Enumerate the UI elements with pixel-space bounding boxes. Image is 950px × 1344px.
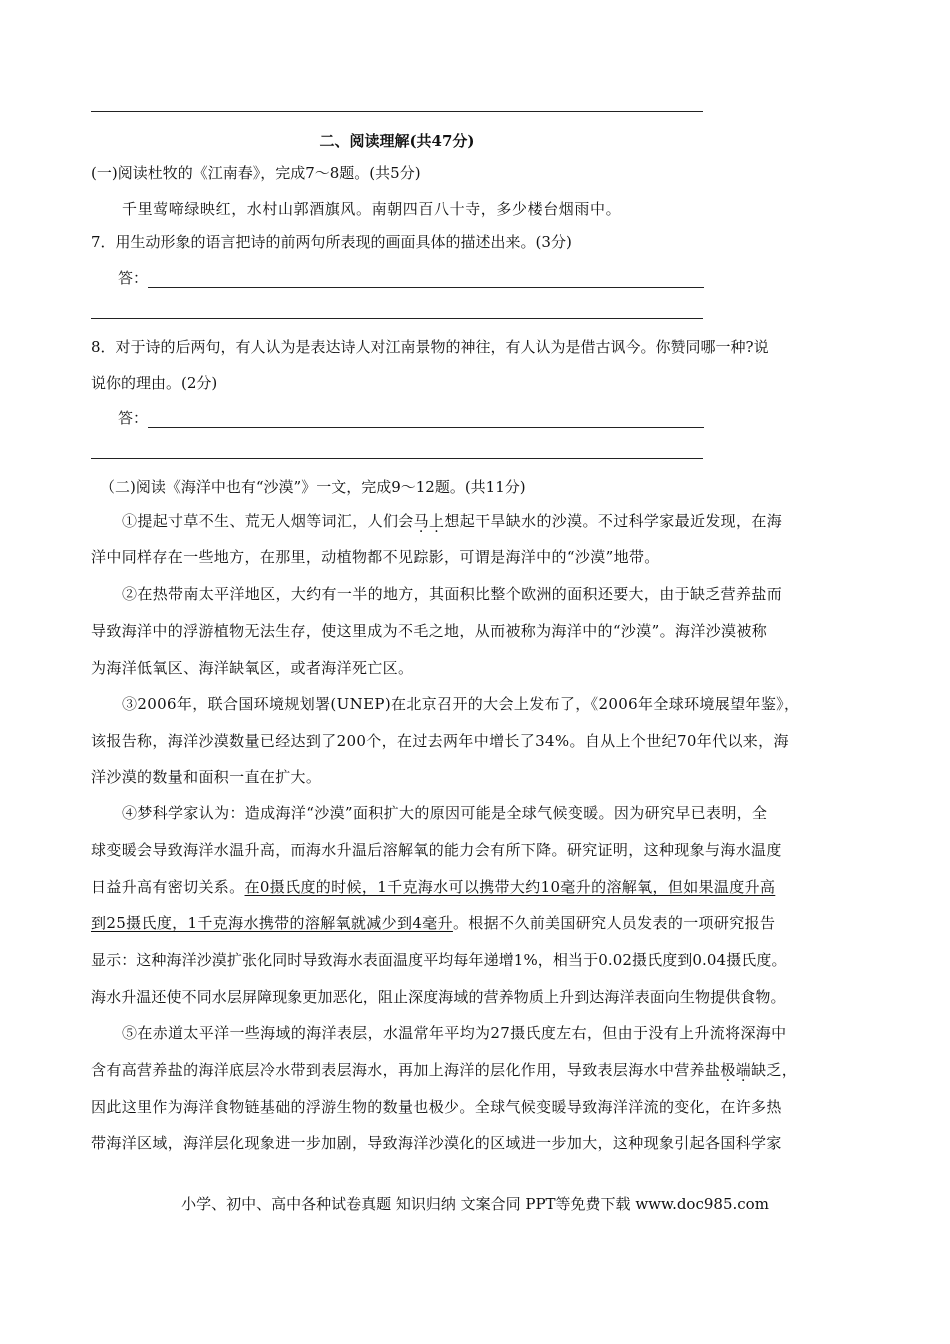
paragraph-3-line-3: 洋沙漠的数量和面积一直在扩大。 bbox=[91, 768, 322, 786]
paragraph-5-line-4: 带海洋区域，海洋层化现象进一步加剧，导致海洋沙漠化的区域进一步加大，这种现象引起各国科学家 bbox=[91, 1134, 782, 1152]
poem-text: 千里莺啼绿映红，水村山郭酒旗风。南朝四百八十寺，多少楼台烟雨中。 bbox=[122, 200, 622, 218]
emphasis-dot-char: 端 bbox=[735, 1061, 752, 1079]
underlined-sentence: 到25摄氏度，1千克海水携带的溶解氧就减少到4毫升 bbox=[91, 914, 453, 932]
section-title: 二、阅读理解(共47分) bbox=[319, 132, 475, 150]
emphasis-dot-char: 极 bbox=[720, 1061, 736, 1079]
part2-heading: （二)阅读《海洋中也有“沙漠”》一文，完成9～12题。(共11分) bbox=[100, 478, 526, 496]
paragraph-5-line-2 bbox=[91, 1060, 797, 1080]
paragraph-4-line-2: 球变暖会导致海洋水温升高，而海水升温后溶解氧的能力会有所下降。研究证明，这种现象与海水温度 bbox=[91, 841, 782, 859]
text-segment: 日益升高有密切关系。 bbox=[91, 878, 245, 896]
paragraph-5-line-3: 因此这里作为海洋食物链基础的浮游生物的数量也极少。全球气候变暖导致海洋洋流的变化，在许多热 bbox=[91, 1098, 782, 1116]
paragraph-4-line-6: 海水升温还使不同水层屏障现象更加恶化，阻止深度海域的营养物质上升到达海洋表面向生物提供食物。 bbox=[91, 988, 786, 1006]
answer-blank-line[interactable] bbox=[148, 271, 704, 288]
paragraph-4-line-5: 显示：这种海洋沙漠扩张化同时导致海水表面温度平均每年递增1%，相当于0.02摄氏度到0.04摄氏度。 bbox=[91, 951, 787, 969]
text-segment: 缺乏， bbox=[751, 1061, 798, 1079]
top-rule bbox=[91, 111, 703, 112]
question-8-line-1: 8．对于诗的后两句，有人认为是表达诗人对江南景物的神往，有人认为是借古讽今。你赞同哪一种?说 bbox=[91, 338, 769, 356]
page-footer: 小学、初中、高中各种试卷真题 知识归纳 文案合同 PPT等免费下载 www.doc985.com bbox=[181, 1195, 769, 1213]
paragraph-4-line-4 bbox=[91, 913, 775, 933]
paragraph-3-line-2: 该报告称，海洋沙漠数量已经达到了200个，在过去两年中增长了34%。自从上个世纪70年代以来，海 bbox=[91, 732, 789, 750]
paragraph-2-line-3: 为海洋低氧区、海洋缺氧区，或者海洋死亡区。 bbox=[91, 659, 414, 677]
answer-row-q7[interactable] bbox=[118, 268, 704, 288]
text-segment: 。根据不久前美国研究人员发表的一项研究报告 bbox=[452, 914, 776, 932]
part1-heading: (一)阅读杜牧的《江南春》，完成7～8题。(共5分) bbox=[91, 164, 421, 182]
paragraph-2-line-1: ②在热带南太平洋地区，大约有一半的地方，其面积比整个欧洲的面积还要大，由于缺乏营养盐而 bbox=[122, 585, 783, 603]
question-7: 7．用生动形象的语言把诗的前两句所表现的画面具体的描述出来。(3分) bbox=[91, 233, 572, 251]
underlined-sentence: 在0摄氏度的时候，1千克海水可以携带大约10毫升的溶解氧，但如果温度升高 bbox=[244, 878, 776, 896]
paragraph-1-line-2: 洋中同样存在一些地方，在那里，动植物都不见踪影，可谓是海洋中的“沙漠”地带。 bbox=[91, 548, 660, 566]
text-segment: 含有高营养盐的海洋底层冷水带到表层海水，再加上海洋的层化作用，导致表层海水中营养盐 bbox=[91, 1061, 721, 1079]
paragraph-5-line-1: ⑤在赤道太平洋一些海域的海洋表层，水温常年平均为27摄氏度左右，但由于没有上升流将深海中 bbox=[122, 1024, 787, 1042]
emphasis-dot-char: 上 bbox=[429, 512, 445, 530]
paragraph-2-line-2: 导致海洋中的浮游植物无法生存，使这里成为不毛之地，从而被称为海洋中的“沙漠”。海洋沙漠被称 bbox=[91, 622, 768, 640]
text-segment: 想起干旱缺水的沙漠。不过科学家最近发现，在海 bbox=[444, 512, 783, 530]
paragraph-4-line-1: ④梦科学家认为：造成海洋“沙漠”面积扩大的原因可能是全球气候变暖。因为研究早已表明，全 bbox=[122, 804, 768, 822]
paragraph-1-line-1 bbox=[122, 511, 782, 531]
answer-label: 答： bbox=[118, 269, 149, 287]
answer-extra-line-q8[interactable] bbox=[91, 458, 703, 459]
question-8-line-2: 说你的理由。(2分) bbox=[91, 374, 218, 392]
paragraph-4-line-3 bbox=[91, 877, 775, 897]
text-segment: ①提起寸草不生、荒无人烟等词汇，人们会 bbox=[122, 512, 414, 530]
answer-row-q8[interactable] bbox=[118, 408, 704, 428]
paragraph-3-line-1: ③2006年，联合国环境规划署(UNEP)在北京召开的大会上发布了，《2006年全球环境展望年鉴》， bbox=[122, 695, 800, 713]
emphasis-dot-char: 马 bbox=[413, 512, 430, 530]
answer-extra-line-q7[interactable] bbox=[91, 318, 703, 319]
answer-blank-line[interactable] bbox=[148, 411, 704, 428]
answer-label: 答： bbox=[118, 409, 149, 427]
